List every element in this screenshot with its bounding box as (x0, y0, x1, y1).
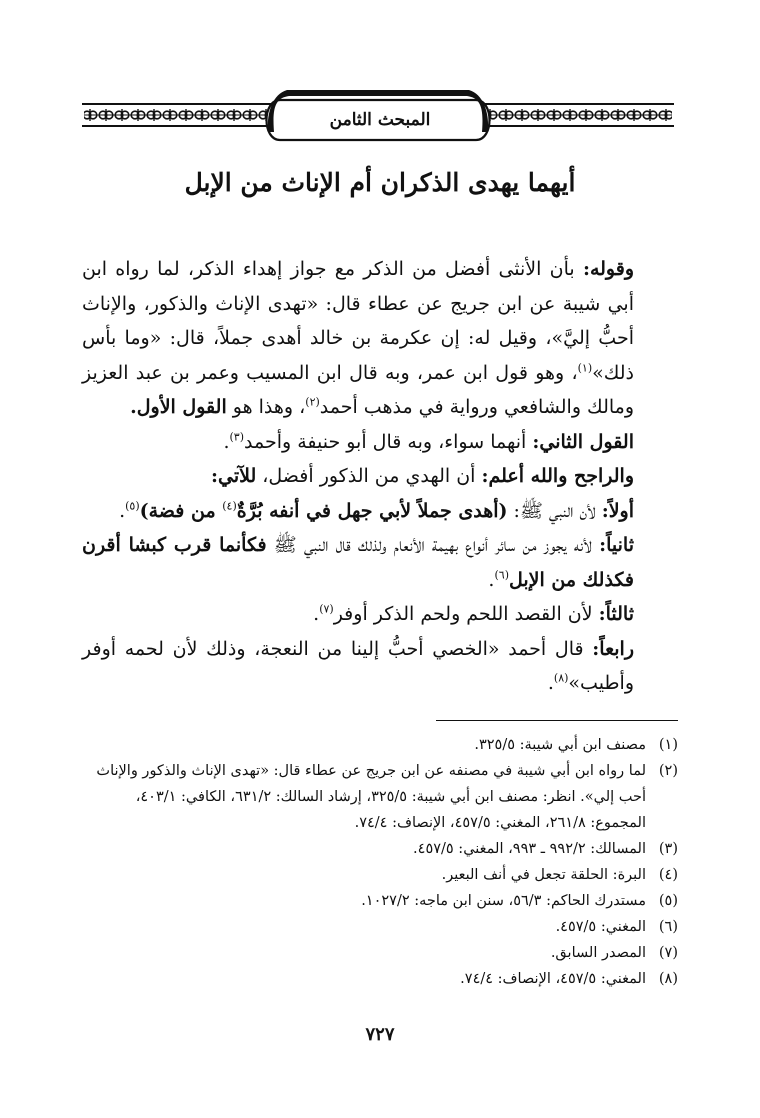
footnote-text: مصنف ابن أبي شيبة: ٣٢٥/٥. (474, 737, 646, 753)
footnote-number: (٣) (658, 841, 678, 857)
paragraph-2 (82, 425, 678, 460)
text-span: . (313, 603, 320, 625)
text-span: لأن القصد اللحم ولحم الذكر أوفر (333, 603, 599, 625)
paragraph-6 (82, 597, 678, 632)
section-label: المبحث الثامن (329, 110, 431, 130)
footnotes (82, 732, 678, 992)
text-span: ، وهذا هو (226, 396, 306, 418)
paragraph-3 (82, 459, 678, 494)
footnote-ref-2: (٢) (305, 395, 320, 409)
footnote-item (82, 758, 678, 836)
footnote-item (82, 836, 678, 862)
text-span: . (223, 430, 230, 453)
text-span: . (547, 672, 554, 694)
body-text (82, 252, 678, 701)
footnote-text: مستدرك الحاكم: ٥٦/٣، سنن ابن ماجه: ١٠٢٧/٢. (361, 893, 646, 909)
lead-word: ثالثاً: (598, 603, 634, 625)
hadith-quote: فكأنما قرب كبشا أقرن فكذلك من الإبل (82, 534, 634, 591)
text-span: . (488, 568, 495, 591)
hadith-quote: من فضة) (139, 499, 223, 522)
text-span: أن الهدي من الذكور أفضل، (256, 465, 482, 487)
text-span: لأن النبي ﷺ: (507, 499, 602, 522)
paragraph-1 (82, 252, 678, 425)
footnote-item (82, 966, 678, 992)
lead-word: ثانياً: (599, 534, 634, 556)
footnote-text: البرة: الحلقة تجعل في أنف البعير. (441, 867, 646, 883)
lead-word: رابعاً: (592, 637, 634, 660)
footnote-number: (١) (658, 737, 678, 753)
page-number: ٧٢٧ (365, 1024, 395, 1045)
footnote-text: المغني: ٤٥٧/٥. (555, 919, 646, 935)
lead-word: والراجح والله أعلم: (481, 465, 634, 487)
paragraph-7 (82, 632, 678, 701)
footnote-number: (٨) (658, 971, 678, 987)
footnote-ref-4: (٤) (222, 499, 237, 513)
footnote-number: (٤) (658, 867, 678, 883)
footnote-item (82, 732, 678, 758)
footnote-number: (٦) (658, 919, 678, 935)
footnote-item (82, 888, 678, 914)
text-span: . (119, 499, 126, 522)
footnote-ref-8: (٨) (553, 671, 569, 685)
text-span: بأن الأنثى أفضل من الذكر مع جواز إهداء الذكر، لما رواه ابن أبي شيبة عن ابن جريج عن عطاء قال: «تهدى الإناث والذكور، والإناث أحبُّ إليَّ»، وقيل له: إن عكرمة بن خالد أهدى جملاً، قال: «وما بأس ذلك» (82, 258, 634, 384)
footnote-text: لما رواه ابن أبي شيبة في مصنفه عن ابن جريج عن عطاء قال: «تهدى الإناث والذكور والإناث أحب إلي». انظر: مصنف ابن أبي شيبة: ٣٢٥/٥، إرشاد السالك: ٦٣١/٢، الكافي: ٤٠٣/١، المجموع: ٢٦١/٨، المغني: ٤٥٧/٥، الإنصاف: ٧٤/٤. (96, 763, 646, 831)
footnote-number: (٧) (658, 945, 678, 961)
text-span: ، وهو قول ابن عمر، وبه قال ابن المسيب وعمر بن عبد العزيز ومالك والشافعي ورواية في مذهب أحمد (82, 361, 634, 418)
bold-phrase: القول الأول. (130, 396, 227, 418)
paragraph-5 (82, 528, 678, 597)
footnote-ref-6: (٦) (494, 568, 509, 582)
footnote-item (82, 914, 678, 940)
footnote-divider (436, 720, 678, 721)
footnote-text: المسالك: ٩٩٢/٢ ـ ٩٩٣، المغني: ٤٥٧/٥. (413, 841, 646, 857)
lead-word: القول الثاني: (532, 430, 634, 453)
text-span: لأنه يجوز من سائر أنواع بهيمة الأنعام ولذلك قال النبي ﷺ (266, 534, 600, 556)
footnote-text: المغني: ٤٥٧/٥، الإنصاف: ٧٤/٤. (460, 971, 646, 987)
footnote-ref-7: (٧) (319, 602, 334, 616)
hadith-quote: (أهدى جملاً لأبي جهل في أنفه بُرَّةٌ (236, 499, 508, 522)
footnote-text: المصدر السابق. (550, 945, 646, 961)
text-span: أنهما سواء، وبه قال أبو حنيفة وأحمد (244, 430, 533, 453)
footnote-ref-5: (٥) (125, 499, 140, 513)
footnote-item (82, 940, 678, 966)
footnote-ref-1: (١) (577, 361, 593, 375)
footnote-ref-3: (٣) (229, 430, 244, 444)
footnote-number: (٢) (658, 763, 678, 779)
text-span: قال أحمد «الخصي أحبُّ إلينا من النعجة، وذلك لأن لحمه أوفر وأطيب» (82, 637, 634, 694)
paragraph-4 (82, 494, 678, 529)
chapter-title: أيهما يهدى الذكران أم الإناث من الإبل (184, 168, 576, 197)
footnote-item (82, 862, 678, 888)
bold-phrase: للآتي: (210, 465, 257, 487)
lead-word: وقوله: (582, 258, 634, 280)
lead-word: أولاً: (601, 499, 634, 522)
footnote-number: (٥) (658, 893, 678, 909)
